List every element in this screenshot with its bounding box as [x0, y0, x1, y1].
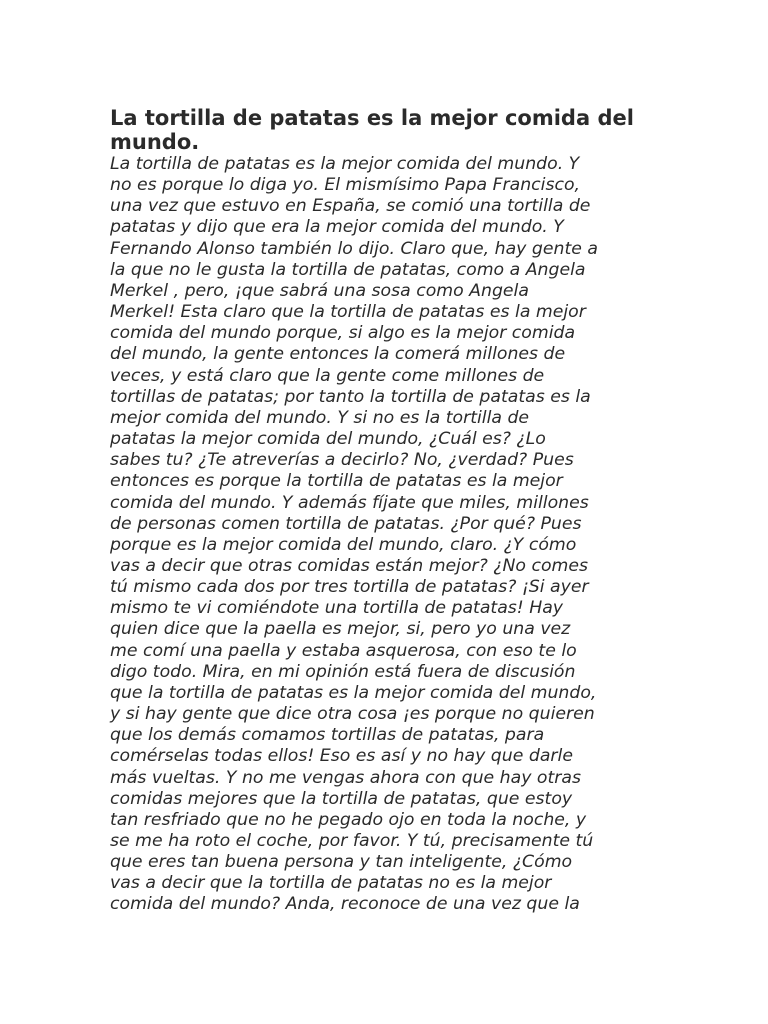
- body-line: que eres tan buena persona y tan inteligente, ¿Cómo: [110, 852, 573, 873]
- body-line: mejor comida del mundo. Y si no es la tortilla de: [110, 407, 530, 428]
- body-line: del mundo, la gente entonces la comerá millones de: [110, 344, 566, 365]
- body-line: una vez que estuvo en España, se comió una tortilla de: [110, 196, 591, 217]
- body-line: y si hay gente que dice otra cosa ¡es porque no quieren: [110, 704, 595, 725]
- body-line: tan resfriado que no he pegado ojo en toda la noche, y: [110, 809, 587, 830]
- body-line: sabes tu? ¿Te atreverías a decirlo? No, ¿verdad? Pues: [110, 450, 574, 471]
- body-line: patatas la mejor comida del mundo, ¿Cuál es? ¿Lo: [110, 429, 546, 450]
- body-line: comérselas todas ellos! Eso es así y no hay que darle: [110, 746, 573, 767]
- body-line: más vueltas. Y no me vengas ahora con que hay otras: [110, 767, 581, 788]
- body-line: comida del mundo? Anda, reconoce de una vez que la: [110, 894, 580, 915]
- body-line: Merkel , pero, ¡que sabrá una sosa como Angela: [110, 280, 529, 301]
- document-body: [110, 154, 670, 916]
- title-line: La tortilla de patatas es la mejor comida del: [110, 106, 634, 130]
- body-line: de personas comen tortilla de patatas. ¿Por qué? Pues: [110, 513, 582, 534]
- body-line: Fernando Alonso también lo dijo. Claro que, hay gente a: [110, 238, 598, 259]
- body-line: que la tortilla de patatas es la mejor comida del mundo,: [110, 682, 597, 703]
- body-line: vas a decir que otras comidas están mejor? ¿No comes: [110, 555, 589, 576]
- body-line: mismo te vi comiéndote una tortilla de patatas! Hay: [110, 598, 564, 619]
- body-line: la que no le gusta la tortilla de patatas, como a Angela: [110, 259, 586, 280]
- document-title: [110, 106, 670, 154]
- body-line: no es porque lo diga yo. El mismísimo Papa Francisco,: [110, 175, 581, 196]
- body-line: quien dice que la paella es mejor, si, pero yo una vez: [110, 619, 571, 640]
- body-line: vas a decir que la tortilla de patatas no es la mejor: [110, 873, 552, 894]
- body-line: entonces es porque la tortilla de patatas es la mejor: [110, 471, 563, 492]
- document-page: [110, 106, 670, 916]
- body-line: Merkel! Esta claro que la tortilla de patatas es la mejor: [110, 302, 586, 323]
- body-line: comida del mundo. Y además fíjate que miles, millones: [110, 492, 589, 513]
- body-line: tortillas de patatas; por tanto la tortilla de patatas es la: [110, 386, 591, 407]
- title-line: mundo.: [110, 130, 200, 154]
- body-line: comida del mundo porque, si algo es la mejor comida: [110, 323, 576, 344]
- body-line: tú mismo cada dos por tres tortilla de patatas? ¡Si ayer: [110, 577, 589, 598]
- body-line: patatas y dijo que era la mejor comida del mundo. Y: [110, 217, 564, 238]
- body-line: La tortilla de patatas es la mejor comida del mundo. Y: [110, 154, 580, 174]
- body-line: veces, y está claro que la gente come millones de: [110, 365, 545, 386]
- body-line: porque es la mejor comida del mundo, claro. ¿Y cómo: [110, 534, 577, 555]
- body-line: se me ha roto el coche, por favor. Y tú, precisamente tú: [110, 831, 594, 851]
- body-line: comidas mejores que la tortilla de patatas, que estoy: [110, 788, 573, 809]
- body-line: me comí una paella y estaba asquerosa, con eso te lo: [110, 640, 577, 661]
- body-line: que los demás comamos tortillas de patatas, para: [110, 725, 545, 746]
- body-line: digo todo. Mira, en mi opinión está fuera de discusión: [110, 661, 576, 682]
